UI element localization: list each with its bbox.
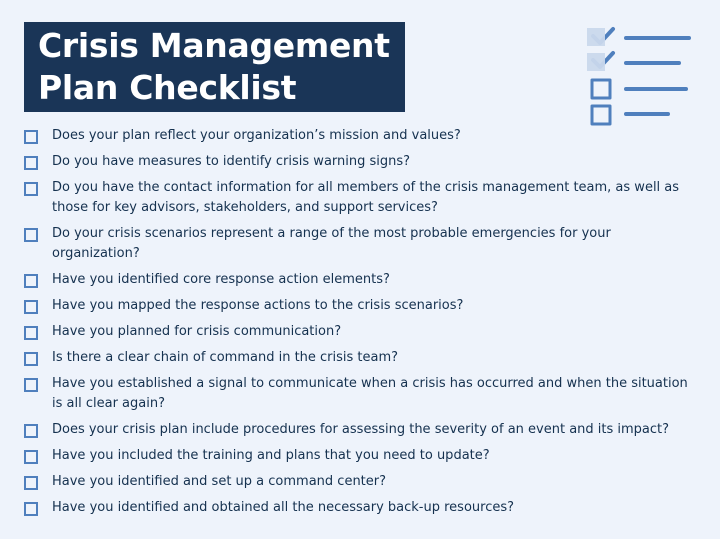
checkbox[interactable] — [24, 378, 38, 392]
checkbox[interactable] — [24, 182, 38, 196]
checklist-item-text: Do you have measures to identify crisis warning signs? — [52, 154, 411, 169]
checklist-item — [24, 126, 700, 146]
page-title-line-2: Plan Checklist — [38, 68, 297, 107]
checklist-item — [24, 498, 700, 518]
checklist-item — [24, 446, 700, 466]
checklist-item-text: Does your plan reflect your organization’s mission and values? — [52, 128, 461, 143]
checklist-item-text: Is there a clear chain of command in the crisis team? — [52, 350, 399, 365]
checkbox[interactable] — [24, 156, 38, 170]
checklist-item-text: Does your crisis plan include procedures for assessing the severity of an event and its impact? — [52, 422, 670, 437]
checkbox[interactable] — [24, 424, 38, 438]
checkbox[interactable] — [24, 352, 38, 366]
checkbox[interactable] — [24, 274, 38, 288]
checklist-item — [24, 472, 700, 492]
checklist-item — [24, 224, 700, 264]
checklist-item-text: Do you have the contact information for all members of the crisis management team, as well as those for key advisors, stakeholders, and support services? — [52, 180, 680, 215]
checklist-item — [24, 178, 700, 218]
checklist-item — [24, 270, 700, 290]
checklist-item-text: Have you identified core response action elements? — [52, 272, 390, 287]
checklist-item — [24, 322, 700, 342]
checklist-item-text: Have you included the training and plans that you need to update? — [52, 448, 490, 463]
checklist-item-text: Have you planned for crisis communication? — [52, 324, 342, 339]
checklist-item-text: Have you identified and set up a command center? — [52, 474, 387, 489]
checklist-item-text: Do your crisis scenarios represent a range of the most probable emergencies for your organization? — [52, 226, 611, 261]
checklist-item-text: Have you established a signal to communicate when a crisis has occurred and when the situation is all clear again? — [52, 376, 688, 411]
checkbox[interactable] — [24, 476, 38, 490]
checkbox[interactable] — [24, 130, 38, 144]
checklist-item-text: Have you identified and obtained all the necessary back-up resources? — [52, 500, 515, 515]
checklist-item — [24, 348, 700, 368]
checklist-item — [24, 374, 700, 414]
checklist-item — [24, 152, 700, 172]
checkbox[interactable] — [24, 450, 38, 464]
checkbox[interactable] — [24, 502, 38, 516]
title-banner — [24, 22, 405, 112]
checklist-item — [24, 420, 700, 440]
checklist-icon — [582, 22, 702, 128]
checkbox[interactable] — [24, 300, 38, 314]
page-title-line-1: Crisis Management — [38, 26, 390, 65]
checkbox[interactable] — [24, 228, 38, 242]
checkbox[interactable] — [24, 326, 38, 340]
checklist-item — [24, 296, 700, 316]
checklist — [24, 126, 700, 524]
checklist-item-text: Have you mapped the response actions to the crisis scenarios? — [52, 298, 464, 313]
